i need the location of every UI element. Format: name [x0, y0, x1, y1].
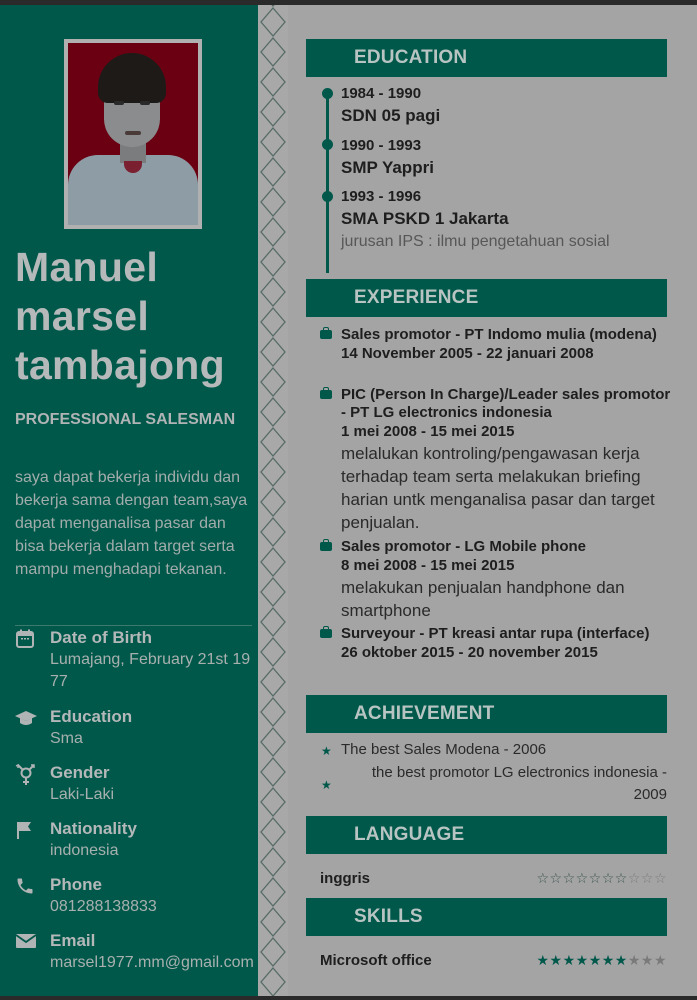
experience-item — [341, 386, 671, 534]
info-value: Lumajang, February 21st 1977 — [50, 651, 251, 690]
info-value: Laki-Laki — [50, 786, 115, 803]
graduation-cap-icon — [15, 708, 37, 728]
timeline-dot — [322, 139, 333, 150]
info-label: Email — [50, 931, 96, 950]
education-note: jurusan IPS : ilmu pengetahuan sosial — [341, 233, 610, 250]
section-title: ACHIEVEMENT — [354, 703, 495, 724]
experience-title: Surveyour - PT kreasi antar rupa (interface) — [341, 625, 650, 642]
info-date-of-birth — [15, 627, 255, 693]
timeline-dot — [322, 191, 333, 202]
education-item — [341, 187, 681, 253]
info-label: Date of Birth — [50, 628, 152, 647]
briefcase-icon — [320, 330, 332, 339]
language-rating — [536, 870, 667, 887]
education-years: 1990 - 1993 — [341, 137, 422, 154]
profile-title: PROFESSIONAL SALESMAN — [15, 411, 236, 428]
info-education — [15, 706, 255, 750]
star-icon: ★ — [321, 778, 332, 792]
skill-name: Microsoft office — [320, 952, 432, 969]
education-years: 1984 - 1990 — [341, 85, 422, 102]
section-title: SKILLS — [354, 906, 423, 927]
section-header-skills — [306, 898, 667, 936]
section-header-education — [306, 39, 667, 77]
education-school: SDN 05 pagi — [341, 106, 441, 125]
section-header-experience — [306, 279, 667, 317]
briefcase-icon — [320, 629, 332, 638]
language-row — [320, 868, 667, 892]
gender-icon — [15, 764, 37, 784]
sidebar — [0, 5, 258, 996]
experience-title: PIC (Person In Charge)/Leader sales promotor - PT LG electronics indonesia — [341, 386, 671, 421]
sidebar-divider — [15, 625, 252, 626]
info-label: Phone — [50, 875, 102, 894]
education-years: 1993 - 1996 — [341, 188, 422, 205]
info-value: 081288138833 — [50, 898, 157, 915]
experience-description: melakukan penjualan handphone dan smartphone — [341, 578, 625, 620]
timeline-dot — [322, 88, 333, 99]
star-empty-icon: ★★★ — [627, 952, 667, 968]
experience-dates: 8 mei 2008 - 15 mei 2015 — [341, 557, 515, 574]
info-phone — [15, 874, 255, 918]
skill-rating — [536, 952, 667, 969]
education-item — [341, 84, 681, 128]
info-value: indonesia — [50, 842, 119, 859]
info-label: Education — [50, 707, 133, 726]
star-icon: ★ — [321, 744, 332, 758]
section-title: LANGUAGE — [354, 824, 465, 845]
achievement-text: The best Sales Modena - 2006 — [341, 741, 547, 758]
calendar-icon — [15, 629, 37, 649]
profile-summary: saya dapat bekerja individu dan bekerja sama dengan team,saya dapat menganalisa pasar dan bisa bekerja dalam target serta mampu menghadapi tekanan. — [15, 469, 248, 578]
section-title: EDUCATION — [354, 47, 468, 68]
briefcase-icon — [320, 390, 332, 399]
main-content — [288, 5, 697, 996]
photo-image — [68, 43, 198, 225]
education-school: SMP Yappri — [341, 158, 434, 177]
resume-page — [0, 5, 697, 996]
language-name: inggris — [320, 870, 371, 887]
star-filled-icon: ★★★★★★★ — [536, 952, 628, 968]
section-title: EXPERIENCE — [354, 287, 479, 308]
education-timeline — [326, 95, 329, 273]
info-email — [15, 930, 255, 974]
info-nationality — [15, 818, 255, 862]
profile-name: Manuel marsel tambajong — [15, 244, 225, 388]
experience-title: Sales promotor - LG Mobile phone — [341, 538, 587, 555]
info-label: Gender — [50, 763, 110, 782]
profile-photo — [64, 39, 202, 229]
experience-item — [341, 538, 671, 622]
decorative-diamond-divider — [258, 5, 288, 996]
section-header-achievement — [306, 695, 667, 733]
experience-dates: 14 November 2005 - 22 januari 2008 — [341, 345, 594, 362]
experience-dates: 1 mei 2008 - 15 mei 2015 — [341, 423, 515, 440]
achievement-text: the best promotor LG electronics indonesia - 2009 — [371, 764, 667, 803]
skill-row — [320, 950, 667, 974]
star-outline-icon: ☆☆☆☆☆☆☆ — [536, 870, 628, 886]
section-header-language — [306, 816, 667, 854]
experience-item — [341, 625, 671, 663]
experience-dates: 26 oktober 2015 - 20 november 2015 — [341, 644, 598, 661]
info-label: Nationality — [50, 819, 137, 838]
achievement-item — [321, 762, 667, 806]
info-value: Sma — [50, 730, 83, 747]
experience-description: melalukan kontroling/pengawasan kerja terhadap team serta melakukan briefing harian untk menganalisa pasar dan target penjualan. — [341, 444, 655, 532]
experience-title: Sales promotor - PT Indomo mulia (modena) — [341, 326, 657, 343]
education-school: SMA PSKD 1 Jakarta — [341, 209, 509, 228]
flag-icon — [15, 820, 37, 840]
email-icon — [15, 932, 37, 952]
achievement-item — [321, 739, 667, 761]
info-gender — [15, 762, 255, 806]
education-item — [341, 136, 681, 180]
star-outline-empty-icon: ☆☆☆ — [627, 870, 667, 886]
experience-item — [341, 326, 671, 364]
info-value: marsel1977.mm@gmail.com — [50, 954, 254, 971]
briefcase-icon — [320, 542, 332, 551]
phone-icon — [15, 876, 37, 896]
